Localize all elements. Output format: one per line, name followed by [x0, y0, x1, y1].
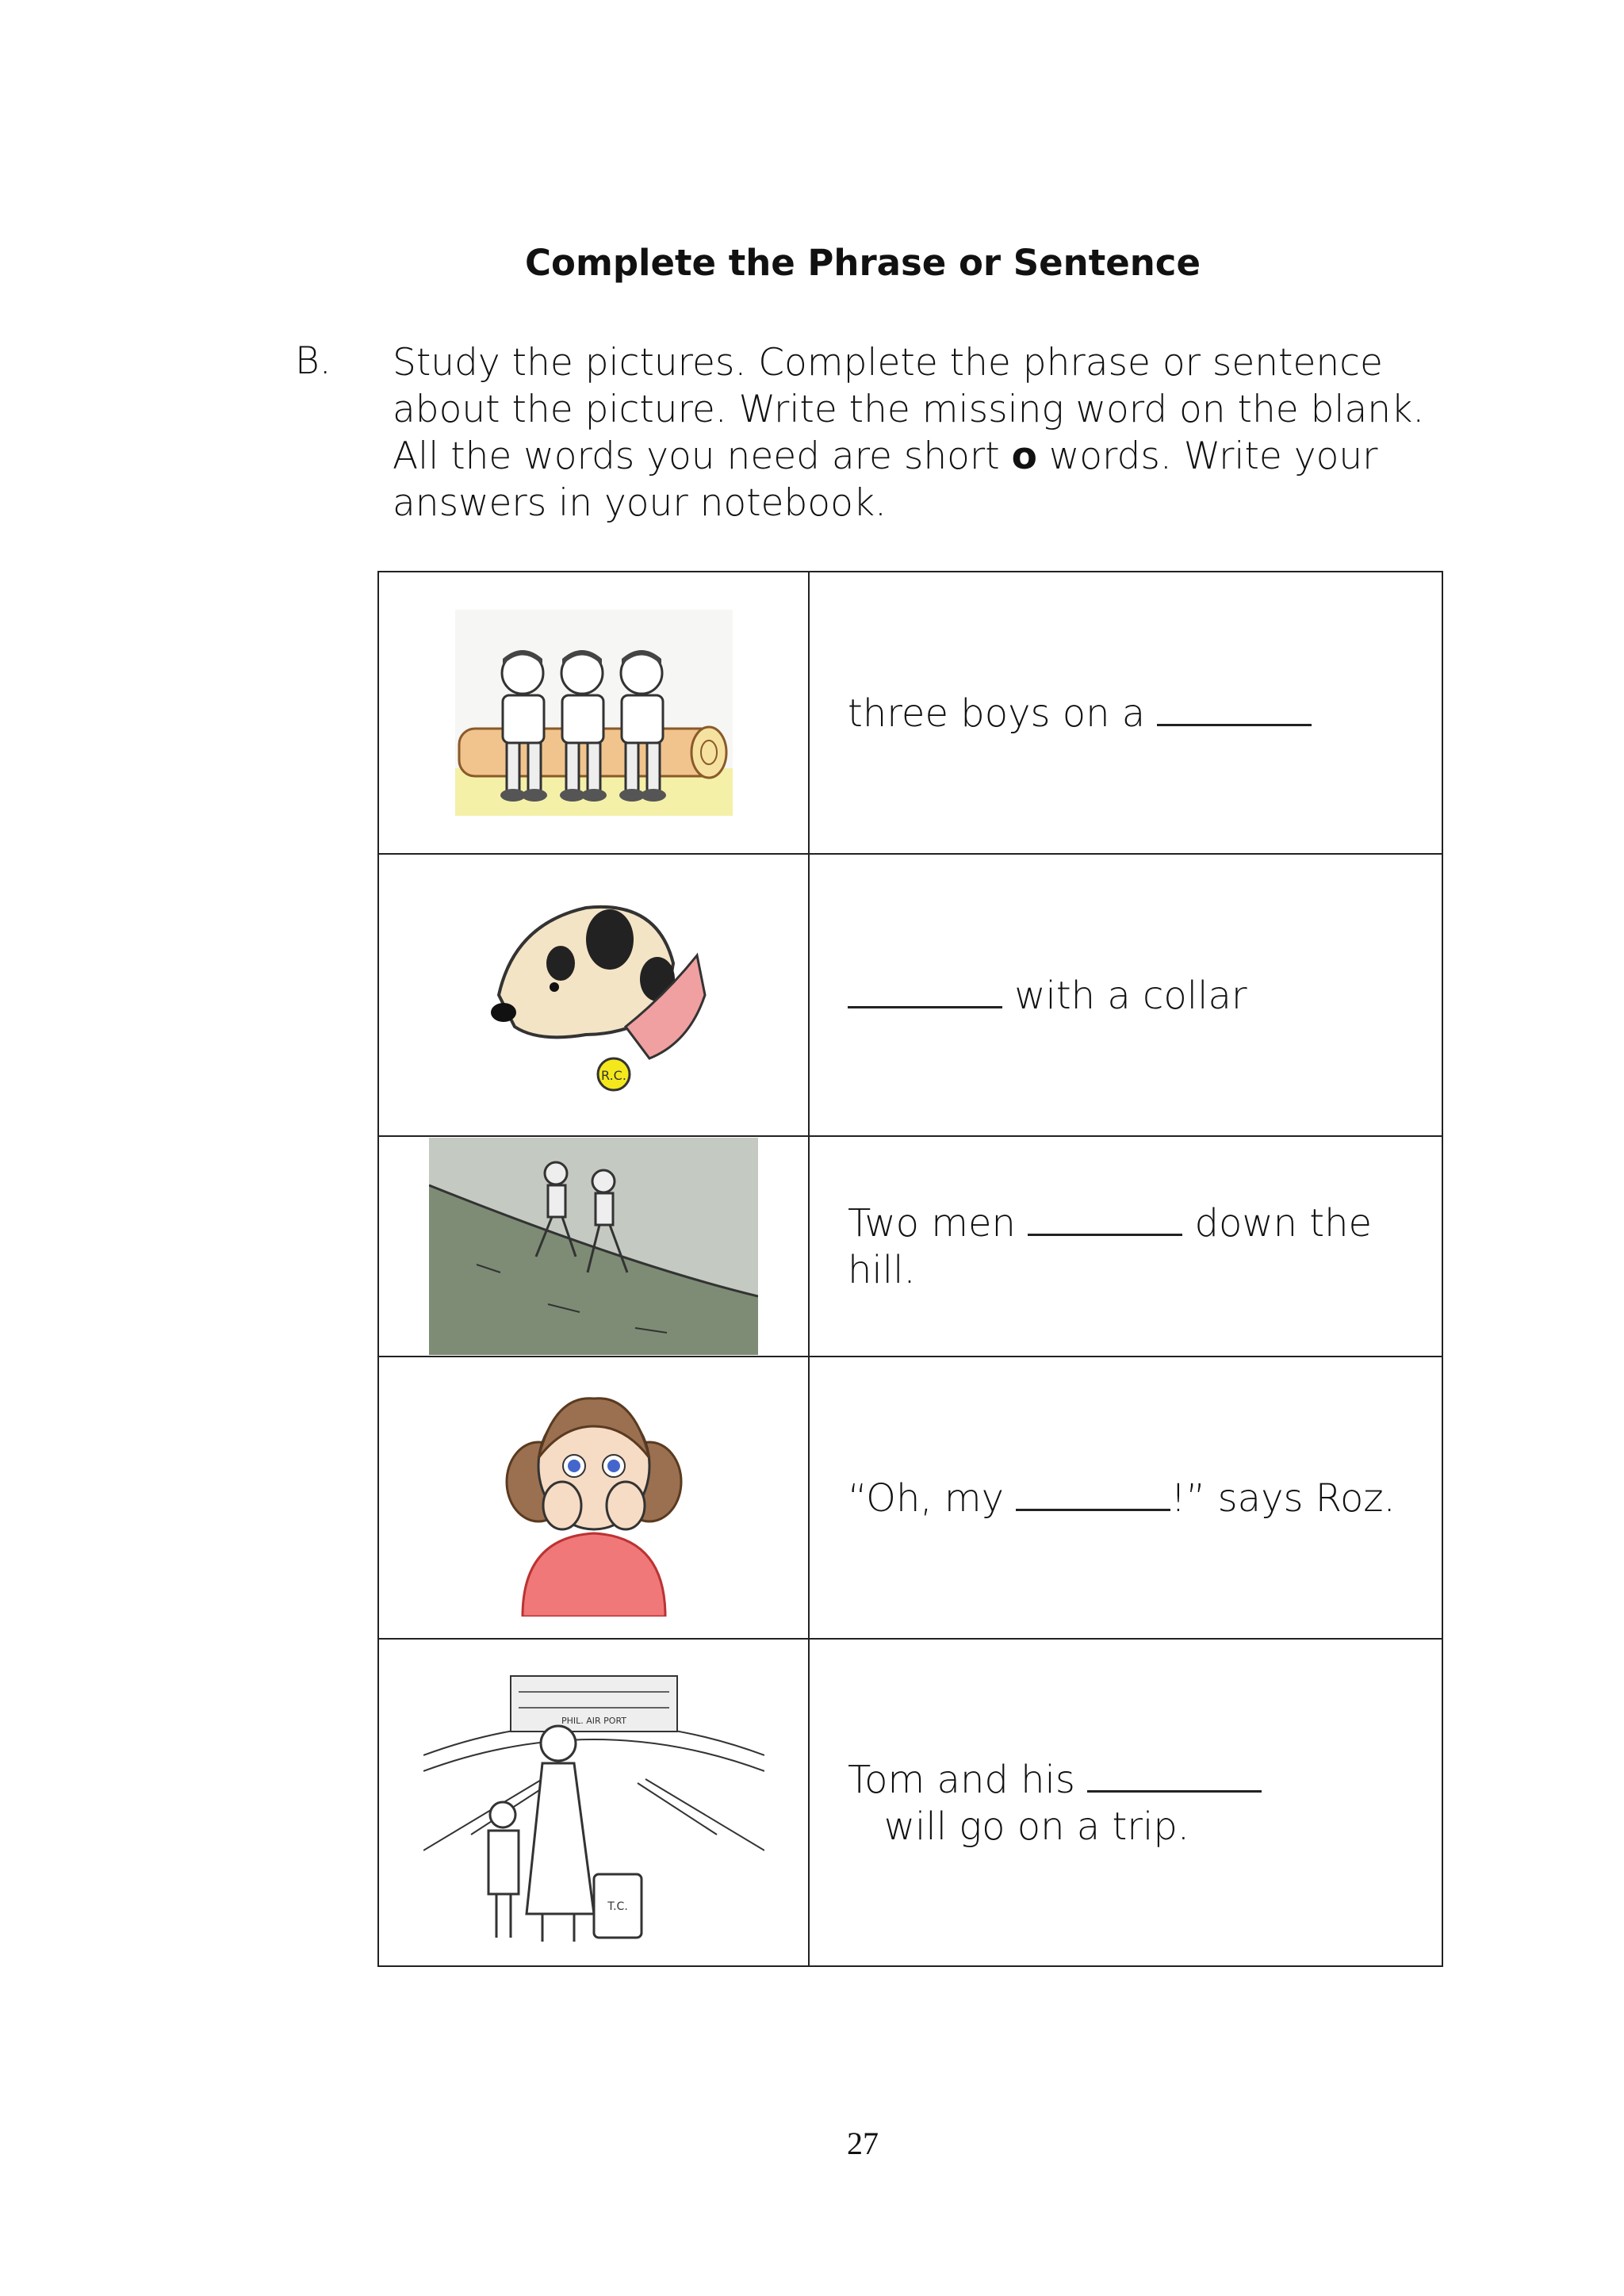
picture-cell: [378, 572, 809, 854]
picture-cell: [378, 1357, 809, 1639]
phrase-text: Tom and his: [848, 1757, 1088, 1802]
answer-blank: [1028, 1199, 1182, 1236]
phrase-cell: [809, 572, 1442, 854]
phrase-cell: [809, 854, 1442, 1136]
bag-tag: T.C.: [607, 1900, 628, 1913]
exercise-table: [377, 571, 1443, 1967]
phrase-cell: [809, 1357, 1442, 1639]
girl-hands-on-cheeks-illustration: [491, 1379, 697, 1617]
tag-text: R.C.: [600, 1068, 626, 1083]
phrase-text-end: will go on a trip.: [848, 1804, 1190, 1849]
picture-cell: [378, 1639, 809, 1966]
exercise-row: [378, 572, 1442, 854]
instructions-bold-letter: o: [1011, 434, 1037, 478]
dog-with-collar-illustration: [467, 876, 721, 1114]
phrase-cell: [809, 1639, 1442, 1966]
phrase-text-end: with a collar: [1002, 973, 1247, 1018]
phrase-text: Two men: [848, 1201, 1028, 1246]
three-boys-on-log-illustration: [455, 610, 733, 816]
airport-sign: PHIL. AIR PORT: [561, 1715, 626, 1726]
instructions: [393, 339, 1439, 526]
instructions-text-2: words. Write your answers in your notebook.: [393, 434, 1378, 525]
phrase-text: three boys on a: [848, 691, 1158, 736]
answer-blank: [1157, 689, 1312, 726]
answer-blank: [1087, 1755, 1262, 1793]
exercise-row: [378, 854, 1442, 1136]
two-men-running-down-hill-illustration: [429, 1138, 758, 1355]
exercise-row: [378, 1136, 1442, 1357]
exercise-row: [378, 1639, 1442, 1966]
instructions-text-1: Study the pictures. Complete the phrase or sentence about the picture. Write the missing word on the blank. All the words you need are short: [393, 341, 1425, 478]
phrase-text-end: down the hill.: [848, 1201, 1373, 1292]
boy-and-mother-at-airport-illustration: [423, 1644, 764, 1961]
phrase-text-end: !” says Roz.: [1170, 1475, 1396, 1521]
answer-blank: [1016, 1474, 1170, 1511]
picture-cell: [378, 1136, 809, 1357]
section-label: B.: [295, 339, 331, 383]
phrase-text: “Oh, my: [848, 1475, 1017, 1521]
page-number: 27: [847, 2126, 879, 2161]
answer-blank: [848, 971, 1002, 1008]
phrase-cell: [809, 1136, 1442, 1357]
page-title: Complete the Phrase or Sentence: [525, 242, 1201, 284]
picture-cell: [378, 854, 809, 1136]
exercise-row: [378, 1357, 1442, 1639]
